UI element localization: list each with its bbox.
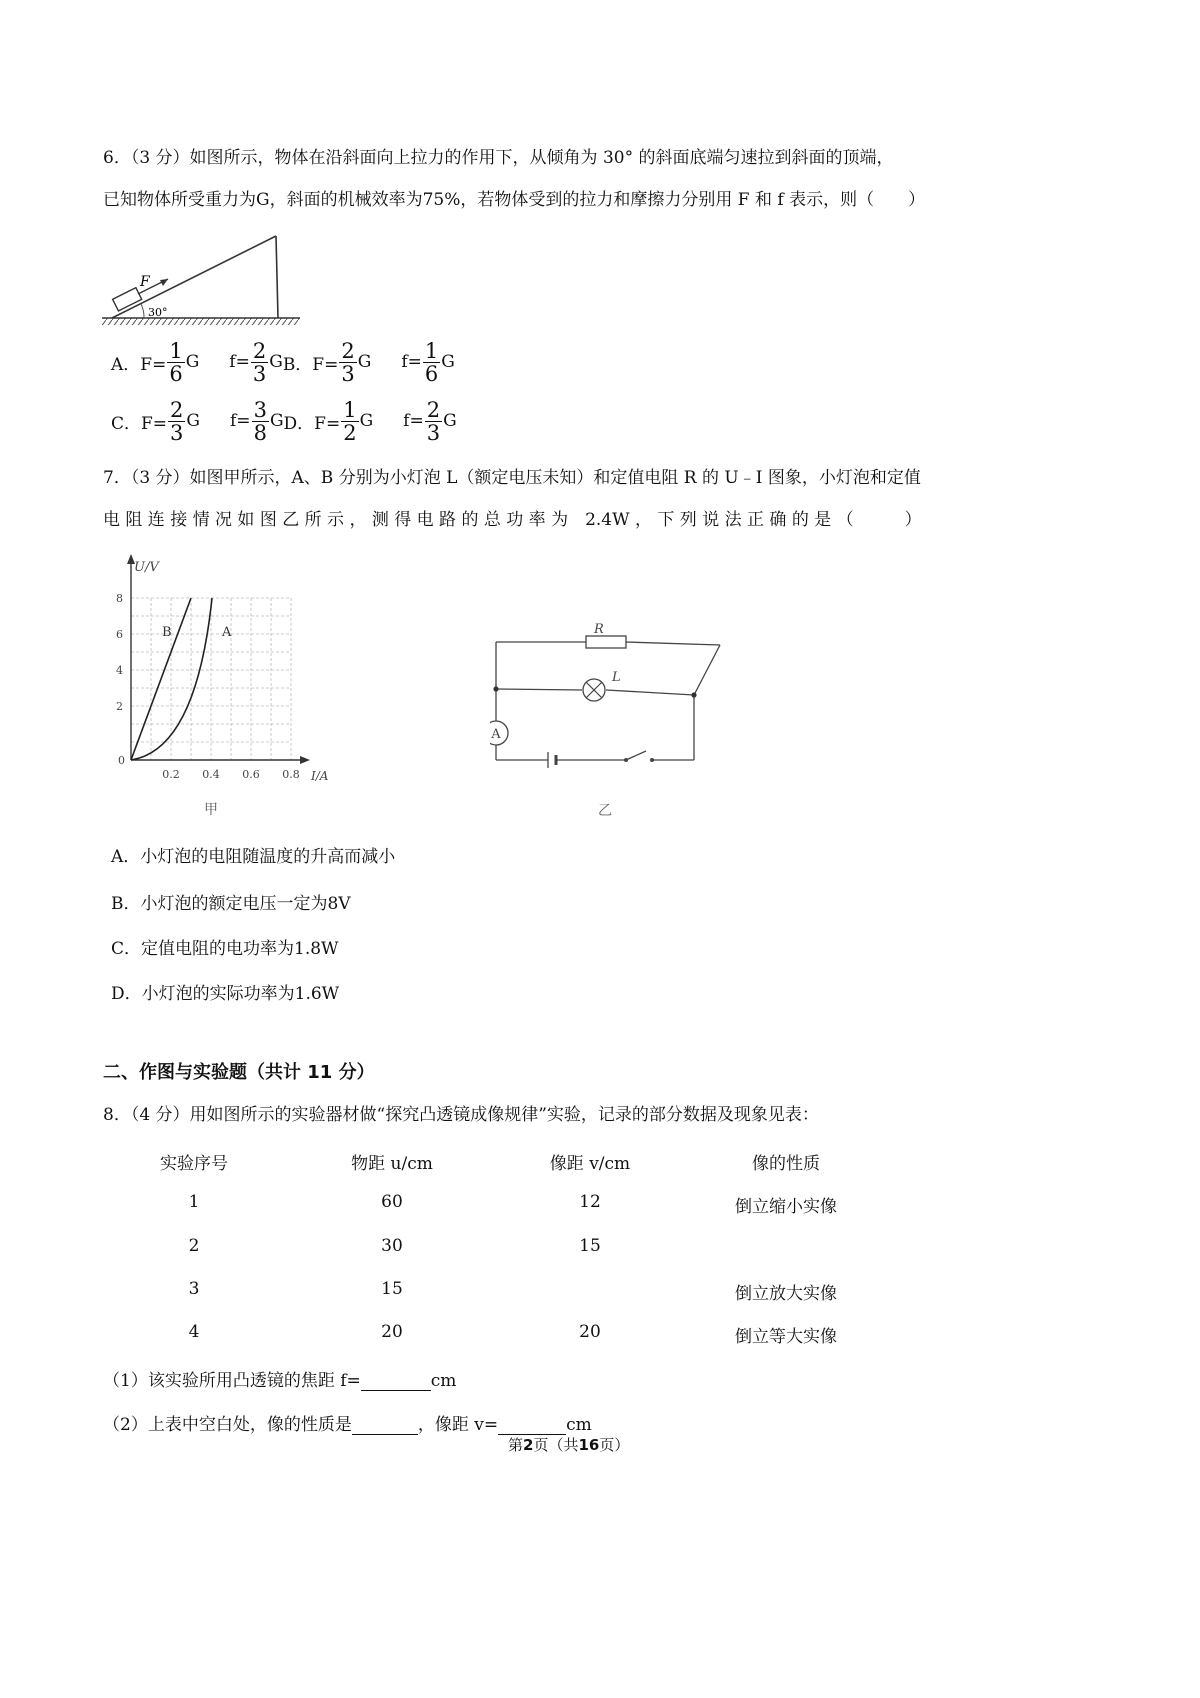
table-cell: 15	[579, 1236, 601, 1256]
wire	[496, 689, 582, 690]
table-cell: 倒立放大实像	[735, 1284, 837, 1304]
x-tick-label: 0.6	[242, 768, 260, 781]
q6-options-row-1	[111, 337, 455, 387]
option-prefix: A．F=	[111, 354, 167, 375]
table-header: 物距 u/cm	[351, 1154, 433, 1174]
answer-blank-focal-length[interactable]	[361, 1372, 431, 1391]
switch-blade	[626, 751, 646, 760]
table-cell: 20	[579, 1322, 601, 1342]
graph-grid	[131, 598, 291, 760]
lamp-symbol	[583, 679, 605, 701]
fraction: $\frac{1}{2}$	[343, 397, 357, 445]
q8-subquestion-1: （1）该实验所用凸透镜的焦距 f= cm	[103, 1371, 457, 1391]
force-label: F	[140, 274, 150, 290]
graph-caption: 甲	[204, 802, 218, 818]
switch-contact	[624, 758, 628, 762]
section-title: 二、作图与实验题（共计 11 分）	[103, 1062, 375, 1083]
x-axis-arrow	[300, 756, 310, 764]
resistor-symbol	[586, 636, 626, 648]
ammeter-label: A	[491, 727, 501, 742]
angle-arc	[141, 304, 144, 318]
q7-stem-line-2: 电 阻 连 接 情 况 如 图 乙 所 示 ， 测 得 电 路 的 总 功 率 为 2.4W ， 下 列 说 法 正 确 的 是 （ ）	[103, 510, 922, 530]
q6-stem-line-2: 已知物体所受重力为G，斜面的机械效率为75%，若物体受到的拉力和摩擦力分别用 F 和 f 表示，则（ ）	[103, 190, 926, 210]
wire	[606, 690, 694, 695]
table-cell: 15	[381, 1279, 403, 1299]
table-header: 实验序号	[160, 1154, 228, 1174]
wire	[626, 642, 720, 645]
q7-option-c[interactable]: C．定值电阻的电功率为1.8W	[111, 939, 339, 959]
page-footer: 第2页（共16页）	[508, 1436, 630, 1454]
q6-option-b[interactable]: B．F= $\frac{2}{3}$ G	[282, 338, 372, 386]
q8-subquestion-2: （2）上表中空白处，像的性质是 ，像距 v= cm	[103, 1415, 592, 1435]
table-cell: 倒立缩小实像	[735, 1197, 837, 1217]
ui-graph-figure	[100, 550, 345, 818]
ground-hatching	[102, 318, 300, 325]
fraction: $\frac{2}{3}$	[426, 397, 441, 445]
q6-options-row-2	[111, 396, 457, 446]
resistor-label: R	[594, 622, 604, 637]
wire	[694, 645, 720, 695]
fraction: $\frac{1}{6}$	[169, 338, 183, 386]
q6-option-c-friction: f= $\frac{3}{8}$ G	[230, 397, 284, 445]
x-tick-label: 0.8	[282, 768, 300, 781]
table-cell: 4	[188, 1322, 200, 1342]
q7-stem-line-1: 7．（3 分）如图甲所示，A、B 分别为小灯泡 L（额定电压未知）和定值电阻 R 的 U﹣I 图象，小灯泡和定值	[103, 468, 921, 488]
y-tick-label: 0	[118, 754, 125, 767]
answer-blank-image-nature[interactable]	[352, 1416, 418, 1435]
circuit-figure	[490, 615, 730, 823]
switch-contact	[650, 758, 654, 762]
fraction: $\frac{3}{8}$	[253, 397, 267, 445]
incline-figure	[100, 232, 310, 328]
q8-stem: 8．（4 分）用如图所示的实验器材做“探究凸透镜成像规律”实验，记录的部分数据及现象见表：	[103, 1105, 819, 1125]
incline-back	[276, 236, 278, 318]
y-tick-label: 8	[116, 592, 123, 605]
table-header: 像距 v/cm	[549, 1154, 631, 1174]
table-header: 像的性质	[752, 1154, 820, 1174]
battery-symbol	[548, 752, 556, 768]
fraction: $\frac{2}{3}$	[341, 338, 355, 386]
x-tick-label: 0.4	[202, 768, 220, 781]
curve-a-label: A	[222, 625, 232, 640]
fraction: $\frac{2}{3}$	[252, 338, 267, 386]
q6-option-a[interactable]: A．F= $\frac{1}{6}$ G	[111, 338, 200, 386]
table-cell: 1	[188, 1192, 200, 1212]
table-cell: 20	[381, 1322, 403, 1342]
page-number: 2	[523, 1436, 534, 1454]
table-cell: 2	[188, 1236, 200, 1256]
fraction: $\frac{1}{6}$	[424, 338, 439, 386]
q7-option-a[interactable]: A．小灯泡的电阻随温度的升高而减小	[111, 847, 396, 867]
angle-label: 30°	[148, 306, 168, 319]
answer-blank-image-distance[interactable]	[498, 1416, 566, 1435]
table-cell: 倒立等大实像	[735, 1327, 837, 1347]
table-cell: 60	[381, 1192, 403, 1212]
curve-b-label: B	[162, 625, 172, 640]
q7-option-b[interactable]: B．小灯泡的额定电压一定为8V	[111, 894, 351, 914]
junction-dot	[493, 686, 498, 691]
curve-a	[131, 598, 212, 760]
q6-option-d-friction: f= $\frac{2}{3}$ G	[403, 397, 457, 445]
q6-stem-line-1: 6．（3 分）如图所示，物体在沿斜面向上拉力的作用下，从倾角为 30° 的斜面底端匀速拉到斜面的顶端，	[103, 148, 894, 168]
page-total: 16	[578, 1436, 600, 1454]
q6-option-a-friction: f= $\frac{2}{3}$ G	[229, 338, 283, 386]
table-cell: 3	[188, 1279, 200, 1299]
y-tick-label: 6	[116, 628, 123, 641]
y-tick-label: 2	[116, 700, 123, 713]
table-cell: 12	[579, 1192, 601, 1212]
block	[113, 288, 142, 311]
circuit-caption: 乙	[598, 803, 612, 819]
q6-option-d[interactable]: D．F= $\frac{1}{2}$ G	[283, 397, 374, 445]
curve-b	[131, 598, 191, 760]
lamp-label: L	[612, 670, 621, 685]
y-axis-label: U/V	[134, 560, 159, 575]
incline-surface	[112, 236, 276, 318]
y-tick-label: 4	[116, 664, 123, 677]
table-cell: 30	[381, 1236, 403, 1256]
q6-option-b-friction: f= $\frac{1}{6}$ G	[401, 338, 455, 386]
q7-option-d[interactable]: D．小灯泡的实际功率为1.6W	[111, 984, 340, 1004]
junction-dot	[691, 692, 696, 697]
fraction: $\frac{2}{3}$	[170, 397, 184, 445]
q6-option-c[interactable]: C．F= $\frac{2}{3}$ G	[111, 397, 201, 445]
x-tick-label: 0.2	[162, 768, 180, 781]
x-axis-label: I/A	[311, 769, 329, 783]
